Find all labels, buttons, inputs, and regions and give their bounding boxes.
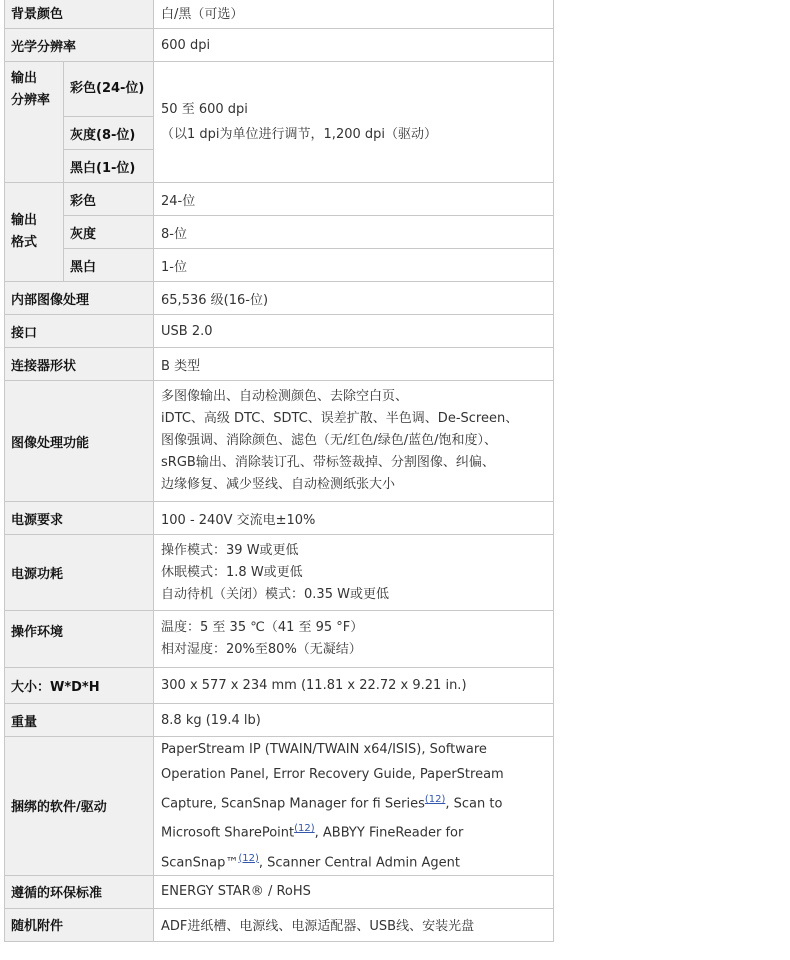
label-eco: 遵循的环保标准 (5, 875, 154, 908)
label-connector: 连接器形状 (5, 348, 154, 381)
env-line: 温度：5 至 35 ℃（41 至 95 °F） (161, 620, 364, 635)
power-cons-line: 休眠模式：1.8 W或更低 (161, 564, 303, 580)
row-internal (5, 282, 554, 315)
label-accessories: 随机附件 (5, 908, 154, 941)
value-output-res (154, 62, 554, 183)
label-interface: 接口 (5, 315, 154, 348)
sub-output-fmt-gray: 灰度 (64, 216, 154, 249)
label-image-func: 图像处理功能 (5, 381, 154, 502)
label-power-req: 电源要求 (5, 502, 154, 535)
value-size: 300 x 577 x 234 mm (11.81 x 22.72 x 9.21 in.) (154, 668, 554, 704)
label-output-res-2: 分辨率 (11, 93, 51, 108)
env-line: 相对湿度：20%至80%（无凝结） (161, 642, 362, 657)
row-optical-res (5, 29, 554, 62)
software-text: , Scan to (445, 796, 503, 812)
software-line: PaperStream IP (TWAIN/TWAIN x64/ISIS), Software (161, 742, 487, 757)
power-cons-line: 操作模式：39 W或更低 (161, 542, 299, 558)
software-text: Capture, ScanSnap Manager for fi Series (161, 796, 425, 812)
row-bg-color (5, 0, 554, 29)
label-output-fmt-1: 输出 (11, 213, 38, 228)
value-interface: USB 2.0 (154, 315, 554, 348)
value-accessories: ADF进纸槽、电源线、电源适配器、USB线、安装光盘 (154, 908, 554, 941)
value-bg-color: 白/黑（可选） (154, 0, 554, 29)
sub-output-fmt-bw: 黑白 (64, 249, 154, 282)
label-optical-res: 光学分辨率 (5, 29, 154, 62)
row-output-fmt-gray (5, 216, 554, 249)
value-output-fmt-color: 24-位 (154, 183, 554, 216)
row-power-cons (5, 535, 554, 611)
sub-output-res-color: 彩色(24-位) (64, 62, 154, 117)
software-line: Operation Panel, Error Recovery Guide, PaperStream (161, 767, 504, 782)
value-power-cons (154, 535, 554, 611)
image-func-line: sRGB输出、消除装订孔、带标签裁掉、分割图像、纠偏、 (161, 455, 495, 470)
value-software (154, 737, 554, 876)
label-power-cons: 电源功耗 (5, 535, 154, 611)
value-eco: ENERGY STAR® / RoHS (154, 875, 554, 908)
value-output-fmt-gray: 8-位 (154, 216, 554, 249)
row-output-fmt-bw (5, 249, 554, 282)
value-connector: B 类型 (154, 348, 554, 381)
row-size (5, 668, 554, 704)
value-output-fmt-bw: 1-位 (154, 249, 554, 282)
value-optical-res: 600 dpi (154, 29, 554, 62)
image-func-line: 边缘修复、减少竖线、自动检测纸张大小 (161, 477, 396, 492)
row-software (5, 737, 554, 876)
image-func-line: 图像强调、消除颜色、滤色（无/红色/绿色/蓝色/饱和度）、 (161, 433, 498, 448)
software-line (161, 816, 547, 845)
row-power-req (5, 502, 554, 535)
row-output-res-color (5, 62, 554, 117)
value-power-req: 100 - 240V 交流电±10% (154, 502, 554, 535)
software-line (161, 787, 547, 816)
value-output-res-line2: （以1 dpi为单位进行调节，1,200 dpi（驱动） (161, 127, 437, 142)
sub-output-res-bw: 黑白(1-位) (64, 150, 154, 183)
label-output-res (5, 62, 64, 183)
row-interface (5, 315, 554, 348)
label-env: 操作环境 (5, 611, 154, 668)
value-internal: 65,536 级(16-位) (154, 282, 554, 315)
label-internal: 内部图像处理 (5, 282, 154, 315)
label-output-res-1: 输出 (11, 71, 38, 86)
footnote-link-12[interactable]: (12) (424, 794, 446, 805)
sub-output-res-gray: 灰度(8-位) (64, 117, 154, 150)
row-weight (5, 704, 554, 737)
label-output-fmt-2: 格式 (11, 235, 38, 250)
row-output-fmt-color (5, 183, 554, 216)
value-weight: 8.8 kg (19.4 lb) (154, 704, 554, 737)
value-output-res-line1: 50 至 600 dpi (161, 102, 248, 117)
image-func-line: iDTC、高级 DTC、SDTC、误差扩散、半色调、De-Screen、 (161, 411, 519, 426)
software-text: , ABBYY FineReader for (314, 825, 464, 841)
label-bg-color: 背景颜色 (5, 0, 154, 29)
value-image-func (154, 381, 554, 502)
software-line (161, 846, 547, 875)
sub-output-fmt-color: 彩色 (64, 183, 154, 216)
row-env (5, 611, 554, 668)
image-func-line: 多图像输出、自动检测颜色、去除空白页、 (161, 389, 409, 404)
row-connector (5, 348, 554, 381)
spec-table (4, 0, 554, 942)
footnote-link-12[interactable]: (12) (238, 852, 259, 864)
software-text: , Scanner Central Admin Agent (258, 854, 460, 870)
row-image-func (5, 381, 554, 502)
software-text: ScanSnap™ (161, 854, 239, 870)
footnote-link-12[interactable]: (12) (294, 823, 315, 835)
label-software: 捆绑的软件/驱动 (5, 737, 154, 876)
row-accessories (5, 908, 554, 941)
power-cons-line: 自动待机（关闭）模式：0.35 W或更低 (161, 586, 389, 602)
value-env (154, 611, 554, 668)
label-weight: 重量 (5, 704, 154, 737)
label-size: 大小：W*D*H (5, 668, 154, 704)
label-output-fmt (5, 183, 64, 282)
row-eco (5, 875, 554, 908)
software-text: Microsoft SharePoint (161, 825, 295, 841)
